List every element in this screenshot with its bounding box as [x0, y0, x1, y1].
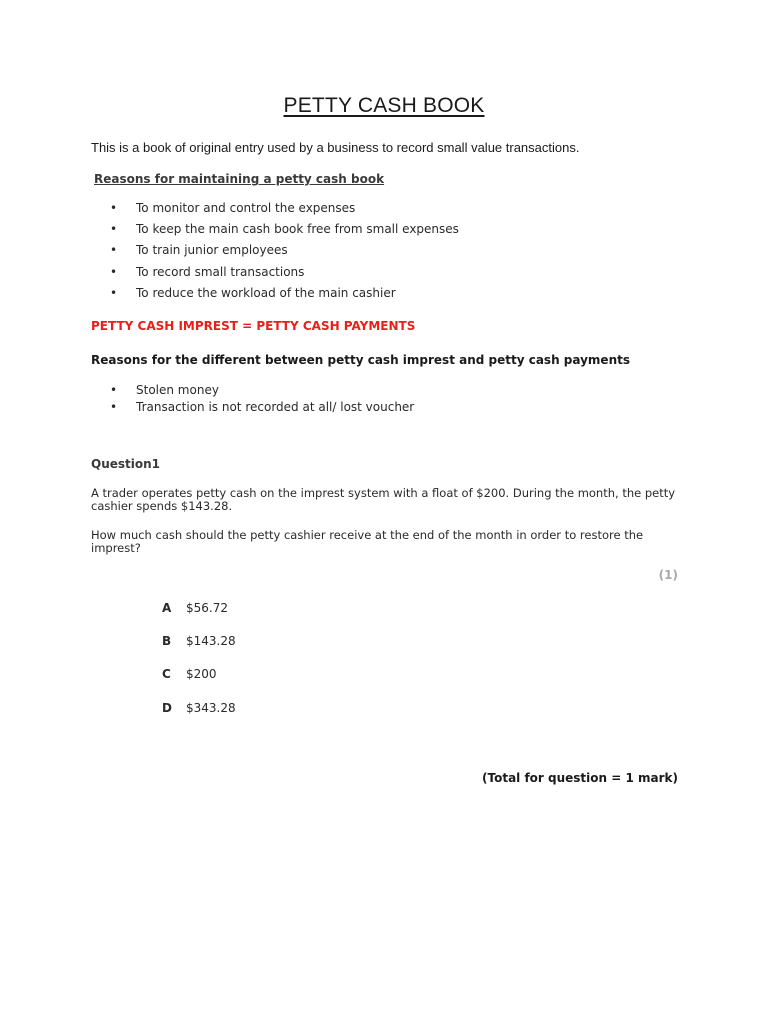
question-paragraph-1: A trader operates petty cash on the imprest system with a float of $200. During the month, the petty cashier spends $143.28.: [91, 486, 676, 513]
list-item-text: To reduce the workload of the main cashier: [136, 285, 396, 300]
list-item-text: To keep the main cash book free from small expenses: [136, 222, 459, 237]
bullet-icon: •: [110, 222, 118, 237]
option-letter: A: [162, 601, 172, 615]
list-item-text: To train junior employees: [136, 243, 288, 258]
bullet-icon: •: [110, 264, 118, 279]
list-item: [110, 285, 459, 306]
list-item-text: To record small transactions: [136, 264, 305, 279]
list-item-text: Stolen money: [136, 383, 219, 397]
option-value: $343.28: [186, 701, 236, 715]
list-item-text: Transaction is not recorded at all/ lost voucher: [136, 400, 415, 414]
difference-heading: Reasons for the different between petty cash imprest and petty cash payments: [91, 353, 630, 367]
differences-list: [110, 382, 414, 416]
list-item-text: To monitor and control the expenses: [136, 201, 356, 215]
bullet-icon: •: [110, 400, 118, 414]
list-item: [110, 200, 459, 221]
option-value: $56.72: [186, 601, 228, 615]
question-label: Question1: [91, 457, 161, 471]
option-c: [162, 667, 217, 681]
page-title: PETTY CASH BOOK: [283, 94, 485, 117]
option-letter: B: [162, 634, 172, 648]
imprest-equation: PETTY CASH IMPREST = PETTY CASH PAYMENTS: [91, 319, 416, 333]
list-item: [110, 399, 414, 416]
option-letter: C: [162, 667, 171, 681]
bullet-icon: •: [110, 285, 118, 300]
list-item: [110, 382, 414, 399]
question-marks: (1): [658, 568, 678, 582]
intro-text: This is a book of original entry used by a business to record small value transactions.: [91, 140, 580, 155]
option-letter: D: [162, 701, 172, 715]
option-b: [162, 634, 236, 648]
list-item: [110, 264, 459, 285]
option-a: [162, 601, 228, 615]
reasons-heading: Reasons for maintaining a petty cash book: [94, 172, 385, 186]
list-item: [110, 221, 459, 242]
bullet-icon: •: [110, 383, 118, 397]
bullet-icon: •: [110, 201, 118, 215]
option-d: [162, 701, 236, 715]
question-paragraph-2: How much cash should the petty cashier receive at the end of the month in order to restore the imprest?: [91, 528, 644, 555]
bullet-icon: •: [110, 243, 118, 258]
option-value: $200: [186, 667, 217, 681]
list-item: [110, 242, 459, 263]
reasons-list: [110, 200, 459, 306]
option-value: $143.28: [186, 634, 236, 648]
question-total: (Total for question = 1 mark): [482, 771, 678, 785]
